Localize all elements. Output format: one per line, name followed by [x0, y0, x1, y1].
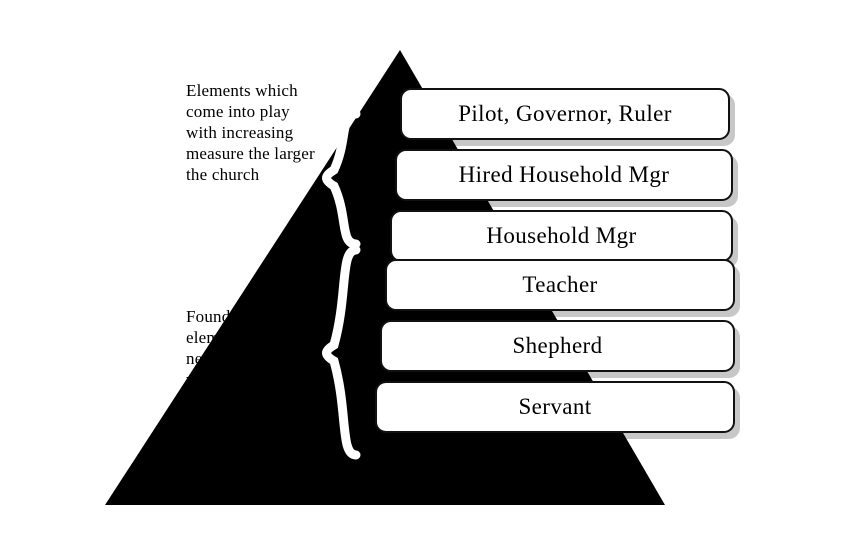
- bar-label: Hired Household Mgr: [458, 162, 670, 187]
- bar-household-mgr: [390, 210, 733, 262]
- bar-label: Shepherd: [512, 333, 603, 358]
- bar-pilot-governor-ruler: [400, 88, 730, 140]
- bar-label: Teacher: [522, 272, 598, 297]
- bar-label: Servant: [518, 394, 592, 419]
- bar-shepherd: [380, 320, 735, 372]
- bar-label: Pilot, Governor, Ruler: [458, 101, 672, 126]
- brace-upper-icon: [322, 110, 362, 255]
- bar-servant: [375, 381, 735, 433]
- bar-label: Household Mgr: [486, 223, 637, 248]
- brace-lower-icon: [322, 245, 362, 465]
- bar-teacher: [385, 259, 735, 311]
- annotation-foundational-elements: Foundational elements which need to develop with the size of a church: [186, 307, 306, 410]
- bar-hired-household-mgr: [395, 149, 733, 201]
- annotation-upper-elements: Elements which come into play with increasing measure the larger the church: [186, 81, 315, 184]
